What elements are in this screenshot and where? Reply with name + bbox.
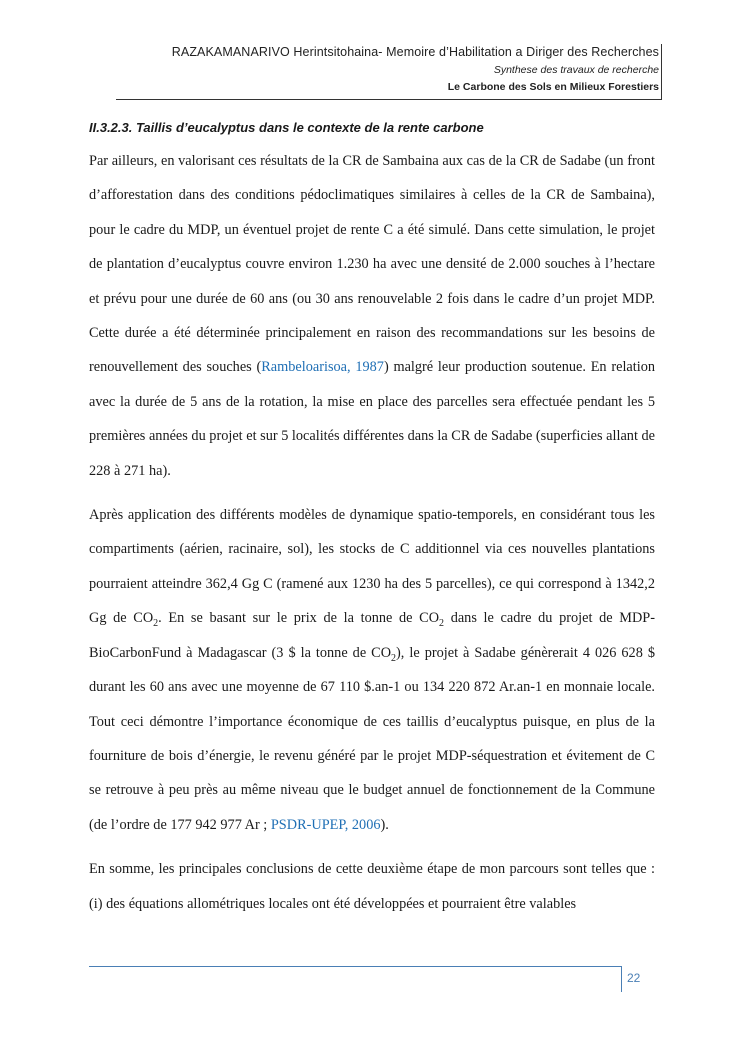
header-rule <box>116 99 662 100</box>
paragraph-2-text-d: ), le projet à Sadabe génèrerait 4 026 628 $ durant les 60 ans avec une moyenne de 67 110 $.an-1 ou 134 220 872 Ar.an-1 en monnaie locale. Tout ceci démontre l’importance économique de ces taillis d’eucalyptus puisque, en plus de la fourniture de bois d’énergie, le revenu généré par le projet MDP-séquestration et évitement de C se retrouve à peu près au même niveau que le budget annuel de fonctionnement de la Commune (de l’ordre de 177 942 977 Ar ; <box>89 644 656 833</box>
section-heading: II.3.2.3. Taillis d’eucalyptus dans le contexte de la rente carbone <box>89 120 484 135</box>
subscript-2b: 2 <box>439 618 445 630</box>
citation-rambeloarisoa[interactable]: Rambeloarisoa, 1987 <box>261 359 384 376</box>
paragraph-1-text-a: Par ailleurs, en valorisant ces résultats de la CR de Sambaina aux cas de la CR de Sadabe (un front d’afforestation dans des conditions pédoclimatiques similaires à celles de la CR de Sambaina), pour le cadre du MDP, un éventuel projet de rente C a été simulé. Dans cette simulation, le projet de plantation d’eucalyptus couvre environ 1.230 ha avec une densité de 2.000 souches à l’hectare et prévu pour une durée de 60 ans (ou 30 ans renouvelable 2 fois dans le cadre d’un projet MDP. Cette durée a été déterminée principalement en raison des recommandations sur les besoins de renouvellement des souches ( <box>89 153 655 376</box>
paragraph-3: En somme, les principales conclusions de cette deuxième étape de mon parcours sont telles que : (i) des équations allométriques locales ont été développées et pourraient être valables <box>89 861 655 912</box>
subscript-2a: 2 <box>153 618 159 630</box>
header-subtitle: Synthese des travaux de recherche <box>493 64 659 76</box>
main-content <box>89 114 655 921</box>
header-title: RAZAKAMANARIVO Herintsitohaina- Memoire d’Habilitation a Diriger des Recherches <box>171 45 659 59</box>
paragraph-2-text-b: . En se basant sur le prix de la tonne de CO <box>158 610 440 627</box>
page-header <box>99 44 659 95</box>
subscript-2c: 2 <box>391 652 397 664</box>
header-vertical-rule <box>661 44 662 100</box>
paragraph-2 <box>89 498 655 842</box>
footer-rule <box>89 966 621 967</box>
paragraph-1-text-b: ) malgré leur production soutenue. En relation avec la durée de 5 ans de la rotation, la mise en place des parcelles sera effectuée pendant les 5 premières années du projet et sur 5 localités différentes dans la CR de Sadabe (superficies allant de 228 à 271 ha). <box>89 359 655 479</box>
header-section: Le Carbone des Sols en Milieux Forestiers <box>447 81 659 93</box>
paragraph-1 <box>89 144 655 488</box>
page-number: 22 <box>627 971 641 985</box>
citation-psdr-upep[interactable]: PSDR-UPEP, 2006 <box>270 816 381 833</box>
paragraph-2-text-e: ). <box>380 816 389 833</box>
footer-vertical-rule <box>621 966 622 992</box>
paragraph-2-text-c: dans le cadre du projet de MDP-BioCarbonFund à Madagascar (3 $ la tonne de CO <box>89 610 655 661</box>
paragraph-2-text-a: Après application des différents modèles de dynamique spatio-temporels, en considérant tous les compartiments (aérien, racinaire, sol), les stocks de C additionnel via ces nouvelles plantations pourraient atteindre 362,4 Gg C (ramené aux 1230 ha des 5 parcelles), ce qui correspond à 1342,2 Gg de CO <box>89 507 655 627</box>
